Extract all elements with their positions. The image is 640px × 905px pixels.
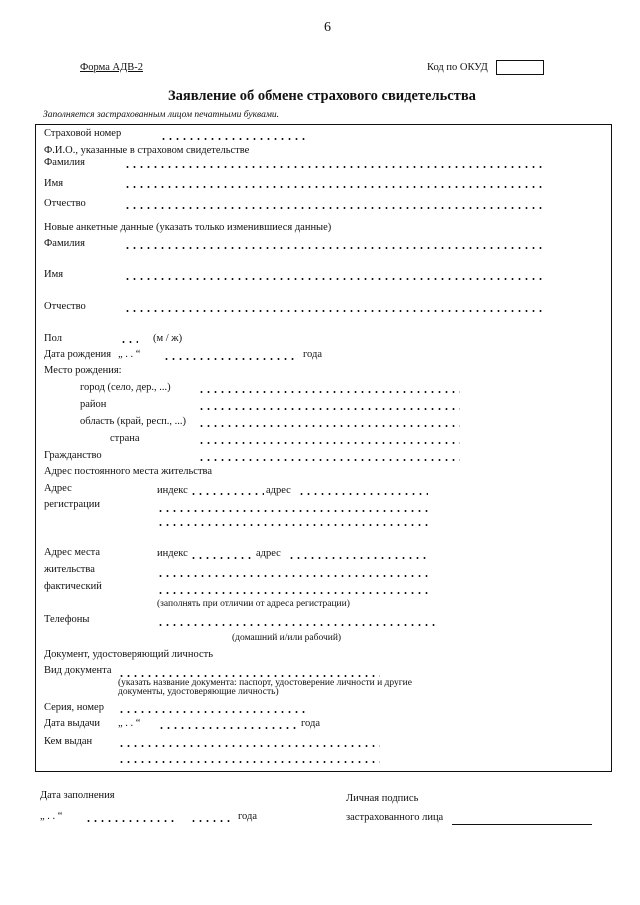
name-field[interactable] (124, 186, 544, 188)
issue-date-label: Дата выдачи (44, 718, 101, 729)
reg-address-field-3[interactable] (157, 524, 430, 526)
series-number-field[interactable] (118, 711, 308, 713)
new-data-header: Новые анкетные данные (указать только изменившиеся данные) (44, 222, 332, 233)
actual-address-inline-label: адрес (256, 548, 281, 559)
country-field[interactable] (198, 442, 460, 444)
name-label: Имя (44, 178, 64, 189)
actual-address-hint: (заполнять при отличии от адреса регистрации) (157, 599, 350, 609)
actual-address-field-1[interactable] (288, 557, 428, 559)
birth-year-suffix: года (303, 349, 322, 360)
reg-address-field-2[interactable] (157, 510, 430, 512)
new-patronymic-label: Отчество (44, 301, 86, 312)
issued-by-field-2[interactable] (118, 761, 380, 763)
actual-address-field-2[interactable] (157, 575, 430, 577)
okud-label: Код по ОКУД (427, 62, 488, 73)
citizenship-field[interactable] (198, 459, 460, 461)
surname-label: Фамилия (44, 157, 85, 168)
actual-address-label-2: жительства (44, 564, 95, 575)
new-surname-field[interactable] (124, 247, 544, 249)
fill-year-suffix: года (238, 811, 257, 822)
actual-index-label: индекс (157, 548, 188, 559)
fill-month-field[interactable] (85, 820, 177, 822)
reg-address-label-1: Адрес (44, 483, 72, 494)
new-name-field[interactable] (124, 278, 544, 280)
page-number: 6 (324, 20, 331, 35)
actual-address-field-3[interactable] (157, 592, 430, 594)
doc-type-field[interactable] (118, 675, 380, 677)
issue-day-field[interactable]: „ . . “ (118, 718, 141, 729)
issue-year-suffix: года (301, 718, 320, 729)
fio-header: Ф.И.О., указанные в страховом свидетельстве (44, 145, 250, 156)
id-doc-header: Документ, удостоверяющий личность (44, 649, 213, 660)
district-field[interactable] (198, 408, 460, 410)
new-name-label: Имя (44, 269, 64, 280)
phones-label: Телефоны (44, 614, 90, 625)
signature-label-2: застрахованного лица (346, 812, 444, 823)
okud-code-field[interactable] (496, 60, 544, 75)
sex-label: Пол (44, 333, 62, 344)
series-number-label: Серия, номер (44, 702, 104, 713)
signature-label-1: Личная подпись (346, 793, 419, 804)
birth-place-label: Место рождения: (44, 365, 122, 376)
actual-index-field[interactable] (190, 557, 254, 559)
region-label: область (край, респ., ...) (80, 416, 186, 427)
patronymic-label: Отчество (44, 198, 86, 209)
birth-day-field[interactable]: „ . . “ (118, 349, 141, 360)
new-surname-label: Фамилия (44, 238, 85, 249)
city-field[interactable] (198, 391, 460, 393)
region-field[interactable] (198, 425, 460, 427)
phones-field[interactable] (157, 624, 439, 626)
reg-address-label-2: регистрации (44, 499, 100, 510)
birth-month-year-field[interactable] (163, 358, 298, 360)
phones-hint: (домашний и/или рабочий) (232, 633, 342, 643)
sex-field[interactable] (120, 341, 138, 343)
surname-field[interactable] (124, 166, 544, 168)
actual-address-label-1: Адрес места (44, 547, 100, 558)
insurance-number-label: Страховой номер (44, 128, 122, 139)
city-label: город (село, дер., ...) (80, 382, 171, 393)
reg-index-field[interactable] (190, 493, 264, 495)
reg-address-field-1[interactable] (298, 493, 428, 495)
form-subtitle: Заполняется застрахованным лицом печатными буквами. (43, 110, 280, 120)
doc-type-hint-2: документы, удостоверяющие личность) (118, 687, 279, 697)
issue-month-year-field[interactable] (158, 727, 296, 729)
reg-address-inline-label: адрес (266, 485, 291, 496)
signature-line[interactable] (452, 824, 592, 825)
issued-by-label: Кем выдан (44, 736, 93, 747)
district-label: район (80, 399, 107, 410)
doc-type-hint-1: (указать название документа: паспорт, удостоверение личности и другие (118, 678, 412, 688)
country-label: страна (110, 433, 140, 444)
reg-index-label: индекс (157, 485, 188, 496)
fill-year-field[interactable] (190, 820, 234, 822)
doc-type-label: Вид документа (44, 665, 112, 676)
issued-by-field-1[interactable] (118, 745, 380, 747)
patronymic-field[interactable] (124, 207, 544, 209)
permanent-address-header: Адрес постоянного места жительства (44, 466, 213, 477)
birth-date-label: Дата рождения (44, 349, 112, 360)
sex-hint: (м / ж) (153, 333, 183, 344)
insurance-number-field[interactable] (160, 138, 308, 140)
new-patronymic-field[interactable] (124, 310, 544, 312)
form-title: Заявление об обмене страхового свидетельства (168, 88, 476, 104)
fill-day-field[interactable]: „ . . “ (40, 811, 63, 822)
fill-date-label: Дата заполнения (40, 790, 115, 801)
form-name: Форма АДВ-2 (80, 62, 143, 73)
actual-address-label-3: фактический (44, 581, 102, 592)
citizenship-label: Гражданство (44, 450, 102, 461)
